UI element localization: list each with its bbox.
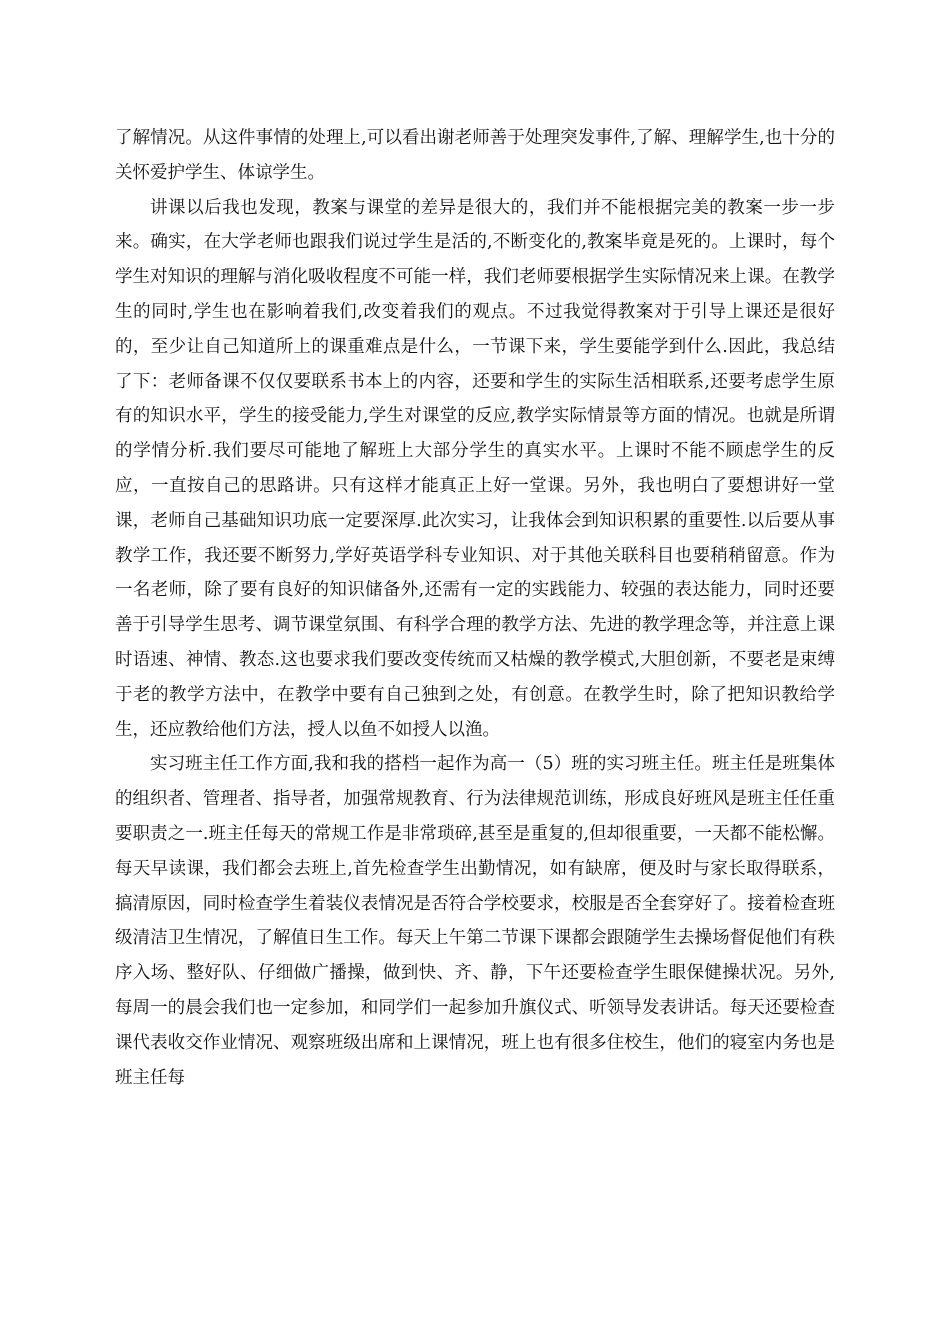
paragraph-continuation: 了解情况。从这件事情的处理上,可以看出谢老师善于处理突发事件,了解、理解学生,也十分的关怀爱护学生、体谅学生。 bbox=[115, 128, 835, 183]
paragraph-lesson-reflection: 讲课以后我也发现，教案与课堂的差异是很大的，我们并不能根据完美的教案一步一步来。确实，在大学老师也跟我们说过学生是活的,不断变化的,教案毕竟是死的。上课时，每个学生对知识的理解与消化吸收程度不可能一样，我们老师要根据学生实际情况来上课。在教学生的同时,学生也在影响着我们,改变着我们的观点。不过我觉得教案对于引导上课还是很好的，至少让自己知道所上的课重难点是什么，一节课下来，学生要能学到什么.因此，我总结了下：老师备课不仅仅要联系书本上的内容，还要和学生的实际生活相联系,还要考虑学生原有的知识水平，学生的接受能力,学生对课堂的反应,教学实际情景等方面的情况。也就是所谓的学情分析.我们要尽可能地了解班上大部分学生的真实水平。上课时不能不顾虑学生的反应，一直按自己的思路讲。只有这样才能真正上好一堂课。另外，我也明白了要想讲好一堂课，老师自己基础知识功底一定要深厚.此次实习，让我体会到知识积累的重要性.以后要从事教学工作，我还要不断努力,学好英语学科专业知识、对于其他关联科目也要稍稍留意。作为一名老师，除了要有良好的知识储备外,还需有一定的实践能力、较强的表达能力，同时还要善于引导学生思考、调节课堂氛围、有科学合理的教学方法、先进的教学理念等，并注意上课时语速、神情、教态.这也要求我们要改变传统而又枯燥的教学模式,大胆创新，不要老是束缚于老的教学方法中，在教学中要有自己独到之处，有创意。在教学生时，除了把知识教给学生，还应教给他们方法，授人以鱼不如授人以渔。 bbox=[115, 197, 835, 740]
paragraph-head-teacher-work: 实习班主任工作方面,我和我的搭档一起作为高一（5）班的实习班主任。班主任是班集体的组织者、管理者、指导者，加强常规教育、行为法律规范训练，形成良好班风是班主任任重要职责之一.班主任每天的常规工作是非常琐碎,甚至是重复的,但却很重要，一天都不能松懈。每天早读课，我们都会去班上,首先检查学生出勤情况，如有缺席，便及时与家长取得联系，搞清原因，同时检查学生着装仪表情况是否符合学校要求，校服是否全套穿好了。接着检查班级清洁卫生情况，了解值日生工作。每天上午第二节课下课都会跟随学生去操场督促他们有秩序入场、整好队、仔细做广播操，做到快、齐、静，下午还要检查学生眼保健操状况。另外,每周一的晨会我们也一定参加，和同学们一起参加升旗仪式、听领导发表讲话。每天还要检查课代表收交作业情况、观察班级出席和上课情况，班上也有很多住校生，他们的寝室内务也是班主任每 bbox=[115, 754, 835, 1088]
document-page bbox=[115, 121, 835, 1095]
